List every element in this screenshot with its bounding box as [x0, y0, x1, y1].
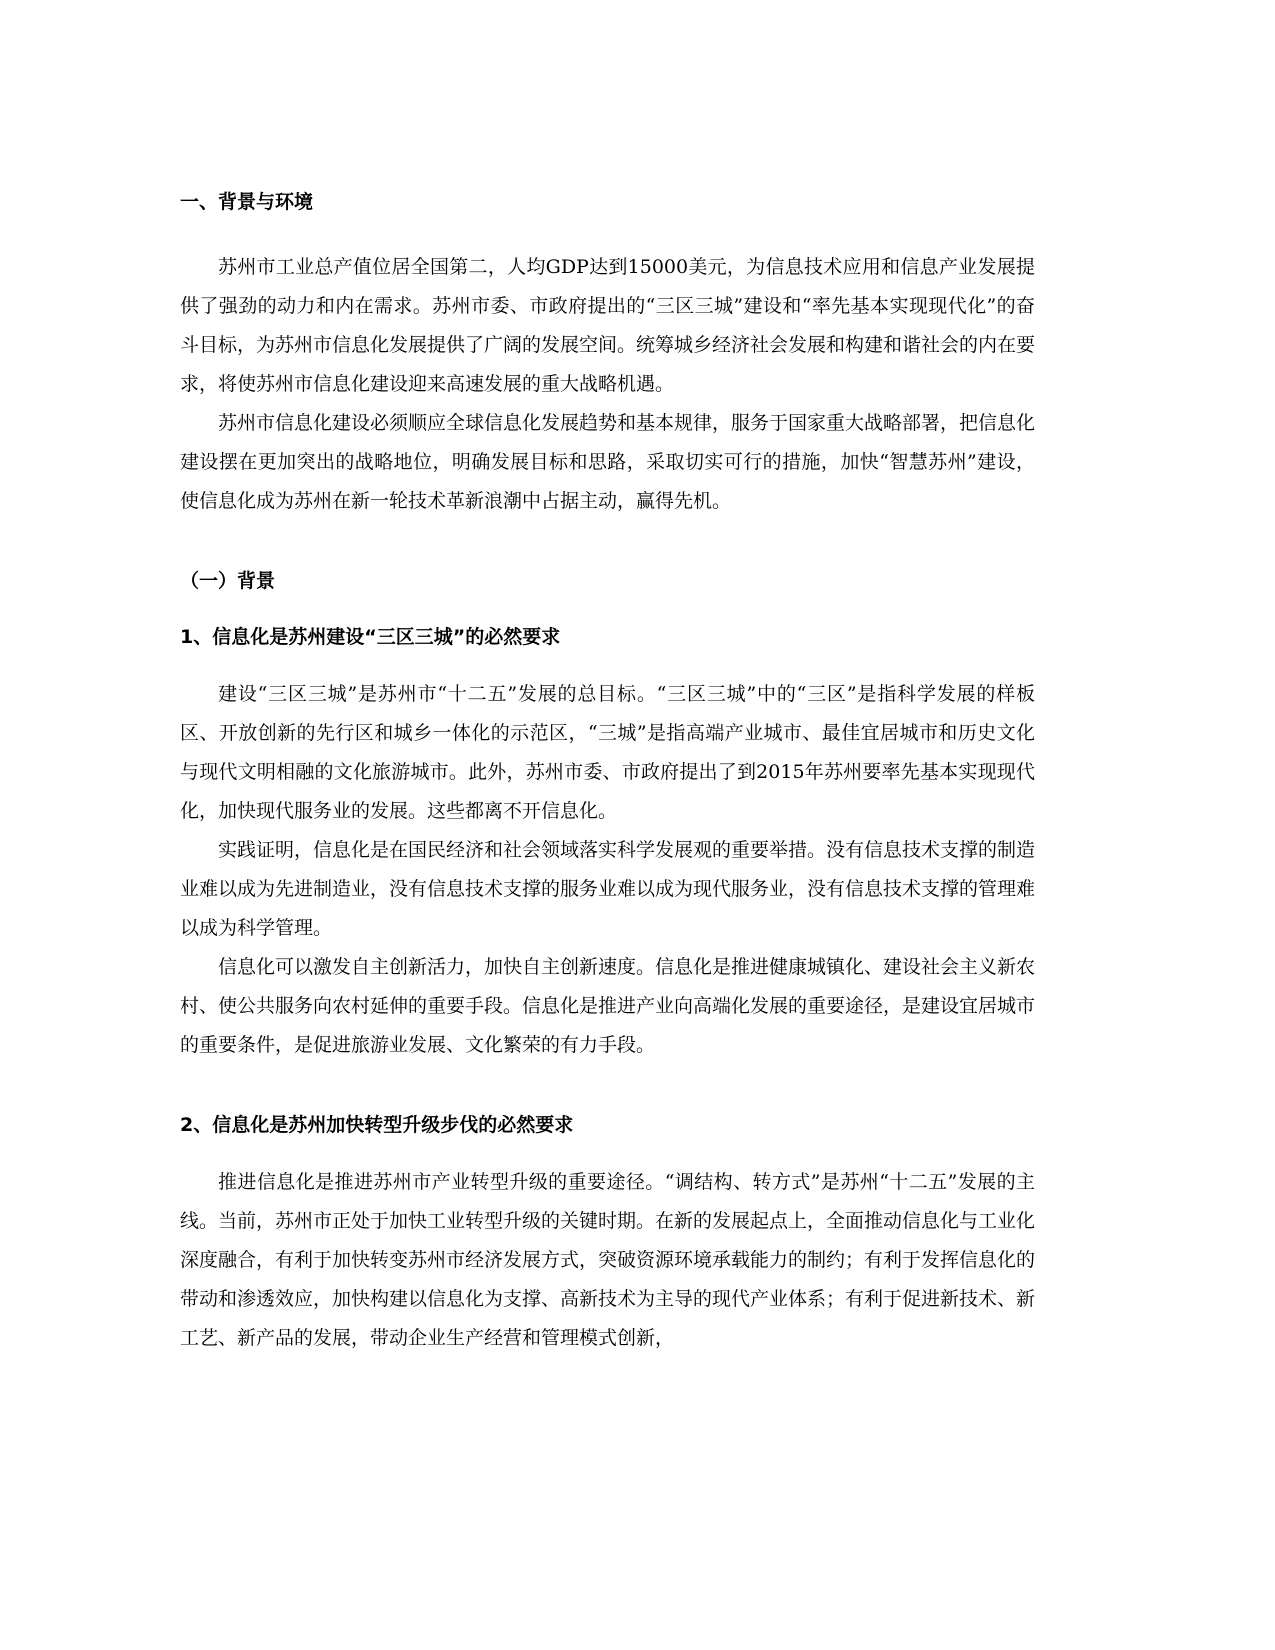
paragraph: 推进信息化是推进苏州市产业转型升级的重要途径。“调结构、转方式”是苏州“十二五”发展的主线。当前，苏州市正处于加快工业转型升级的关键时期。在新的发展起点上，全面推动信息化与工业化深度融合，有利于加快转变苏州市经济发展方式，突破资源环境承载能力的制约；有利于发挥信息化的带动和渗透效应，加快构建以信息化为支撑、高新技术为主导的现代产业体系；有利于促进新技术、新工艺、新产品的发展，带动企业生产经营和管理模式创新， [180, 1171, 1036, 1349]
item-heading: 2、信息化是苏州加快转型升级步伐的必然要求 [180, 1114, 574, 1136]
item-heading: 1、信息化是苏州建设“三区三城”的必然要求 [180, 626, 561, 648]
paragraph: 实践证明，信息化是在国民经济和社会领域落实科学发展观的重要举措。没有信息技术支撑的制造业难以成为先进制造业，没有信息技术支撑的服务业难以成为现代服务业，没有信息技术支撑的管理难以成为科学管理。 [180, 839, 1036, 939]
paragraph: 信息化可以激发自主创新活力，加快自主创新速度。信息化是推进健康城镇化、建设社会主义新农村、使公共服务向农村延伸的重要手段。信息化是推进产业向高端化发展的重要途径，是建设宜居城市的重要条件，是促进旅游业发展、文化繁荣的有力手段。 [180, 956, 1036, 1056]
paragraph: 建设“三区三城”是苏州市“十二五”发展的总目标。“三区三城”中的“三区”是指科学发展的样板区、开放创新的先行区和城乡一体化的示范区，“三城”是指高端产业城市、最佳宜居城市和历史文化与现代文明相融的文化旅游城市。此外，苏州市委、市政府提出了到2015年苏州要率先基本实现现代化，加快现代服务业的发展。这些都离不开信息化。 [180, 683, 1035, 822]
paragraph: 苏州市工业总产值位居全国第二，人均GDP达到15000美元，为信息技术应用和信息产业发展提供了强劲的动力和内在需求。苏州市委、市政府提出的“三区三城”建设和“率先基本实现现代化”的奋斗目标，为苏州市信息化发展提供了广阔的发展空间。统筹城乡经济社会发展和构建和谐社会的内在要求，将使苏州市信息化建设迎来高速发展的重大战略机遇。 [180, 256, 1036, 395]
subsection-heading: （一）背景 [180, 570, 276, 592]
section-heading: 一、背景与环境 [180, 191, 314, 213]
paragraph: 苏州市信息化建设必须顺应全球信息化发展趋势和基本规律，服务于国家重大战略部署，把信息化建设摆在更加突出的战略地位，明确发展目标和思路，采取切实可行的措施，加快“智慧苏州”建设，使信息化成为苏州在新一轮技术革新浪潮中占据主动，赢得先机。 [180, 412, 1036, 512]
document-body [180, 188, 1035, 1358]
